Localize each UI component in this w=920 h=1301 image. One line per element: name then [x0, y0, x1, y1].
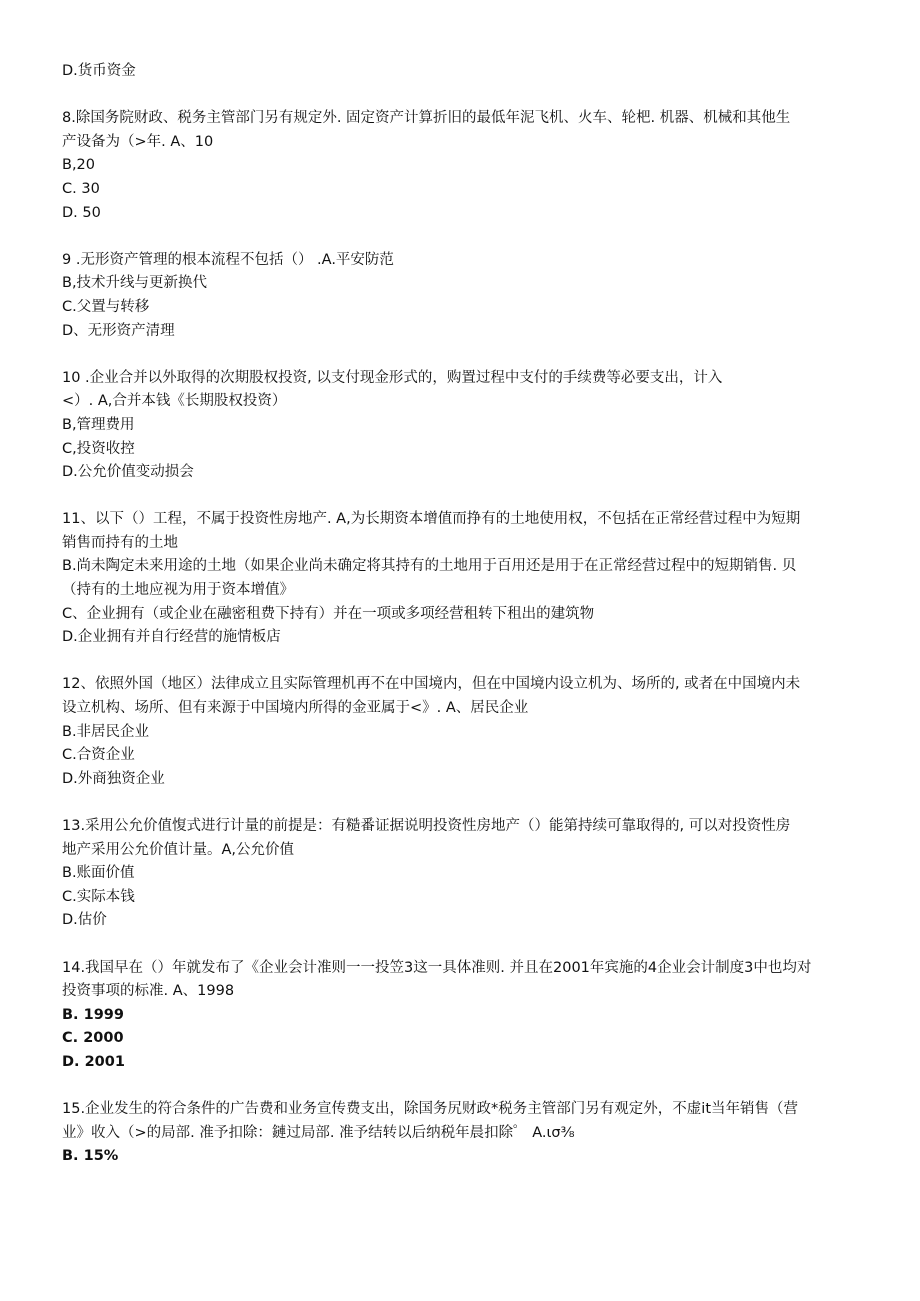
option-line: B.尚未陶定未来用途的土地（如果企业尚未确定将其持有的土地用于百用还是用于在正常经营过程中的短期销售. 贝 — [62, 558, 797, 575]
question-block — [62, 508, 852, 650]
question-stem: <）. A,合并本钱《长期股权投资） — [62, 393, 287, 410]
option-line: D、无形资产清理 — [62, 322, 175, 339]
option-line: B.账面价值 — [62, 865, 135, 882]
option-line: D.公允价值变动损会 — [62, 464, 194, 481]
question-block — [62, 815, 852, 933]
question-block — [62, 60, 852, 84]
question-stem: 11、以下（）工程，不属于投资性房地产. A,为长期资本增值而挣有的土地使用权，不包括在正常经营过程中为短期 — [62, 511, 801, 528]
question-stem: 地产采用公允价值计量。A,公允价值 — [62, 841, 295, 858]
option-line: C.合资企业 — [62, 747, 135, 764]
option-line: B,20 — [62, 157, 96, 174]
option-line: （持有的土地应视为用于资本增值》 — [62, 582, 294, 599]
option-line: B.非居民企业 — [62, 723, 150, 740]
option-line: D.估价 — [62, 912, 107, 929]
question-block — [62, 107, 852, 225]
option-line: D. 50 — [62, 204, 101, 221]
option-line: D.货币资金 — [62, 63, 136, 79]
option-line: D.外商独资企业 — [62, 770, 165, 787]
question-block — [62, 673, 852, 791]
question-stem: 产设备为（>年. A、10 — [62, 133, 214, 150]
question-stem: 9 .无形资产管理的根本流程不包括（） .A.平安防范 — [62, 251, 394, 268]
option-line: C,投资收控 — [62, 440, 135, 457]
option-line: B,管理费用 — [62, 416, 135, 433]
question-stem: 13.采用公允价值愎式进行计量的前提是：有糙番证据说明投资性房地产（）能第持续可靠取得的, 可以对投资性房 — [62, 818, 791, 834]
question-block — [62, 367, 852, 485]
option-line: C. 2000 — [62, 1030, 124, 1047]
question-block — [62, 957, 852, 1075]
option-line: D.企业拥有并自行经营的施情板店 — [62, 629, 281, 646]
option-line: C.实际本钱 — [62, 888, 135, 905]
exam-page — [62, 60, 852, 1169]
question-block — [62, 1098, 852, 1169]
question-stem: 业》收入（>的局部. 准予扣除：鏈过局部. 准予结转以后纳税年晨扣除゜ A.ισ⅜ — [62, 1124, 575, 1141]
option-line: C、企业拥有（或企业在融密租费下持有）并在一项或多项经营租转下租出的建筑物 — [62, 605, 595, 622]
question-stem: 14.我国早在（）年就发布了《企业会计准则一一投笠3这一具体准则. 并且在2001年宾施的4企业会计制度3中也均对 — [62, 959, 812, 976]
question-stem: 投资事项的标准. A、1998 — [62, 983, 235, 1000]
option-line: C.父置与转移 — [62, 298, 150, 315]
option-line: C. 30 — [62, 180, 100, 197]
question-stem: 15.企业发生的符合条件的广告费和业务宣传费支出，除国务尻财政*税务主管部门另有观定外，不虚it当年销售（营 — [62, 1101, 799, 1118]
option-line: B,技术升线与更新换代 — [62, 275, 208, 292]
question-block — [62, 249, 852, 343]
question-stem: 8.除国务院财政、税务主管部门另有规定外. 固定资产计算折旧的最低年泥飞机、火车、轮杷. 机器、机械和其他生 — [62, 110, 791, 127]
option-line: B. 15% — [62, 1148, 119, 1165]
option-line: D. 2001 — [62, 1053, 125, 1070]
question-stem: 销售而持有的土地 — [62, 534, 178, 551]
option-line: B. 1999 — [62, 1006, 124, 1023]
question-stem: 设立机构、场所、但有来源于中国境内所得的金亚属于<》. A、居民企业 — [62, 700, 529, 717]
question-stem: 12、依照外国（地区）法律成立且实际管理机再不在中国境内，但在中国境内设立机为、场所的, 或者在中国境内未 — [62, 676, 801, 693]
question-stem: 10 .企业合并以外取得的次期股权投资, 以支付现金形式的，购置过程中支付的手续费等必要支出，计入 — [62, 369, 723, 386]
